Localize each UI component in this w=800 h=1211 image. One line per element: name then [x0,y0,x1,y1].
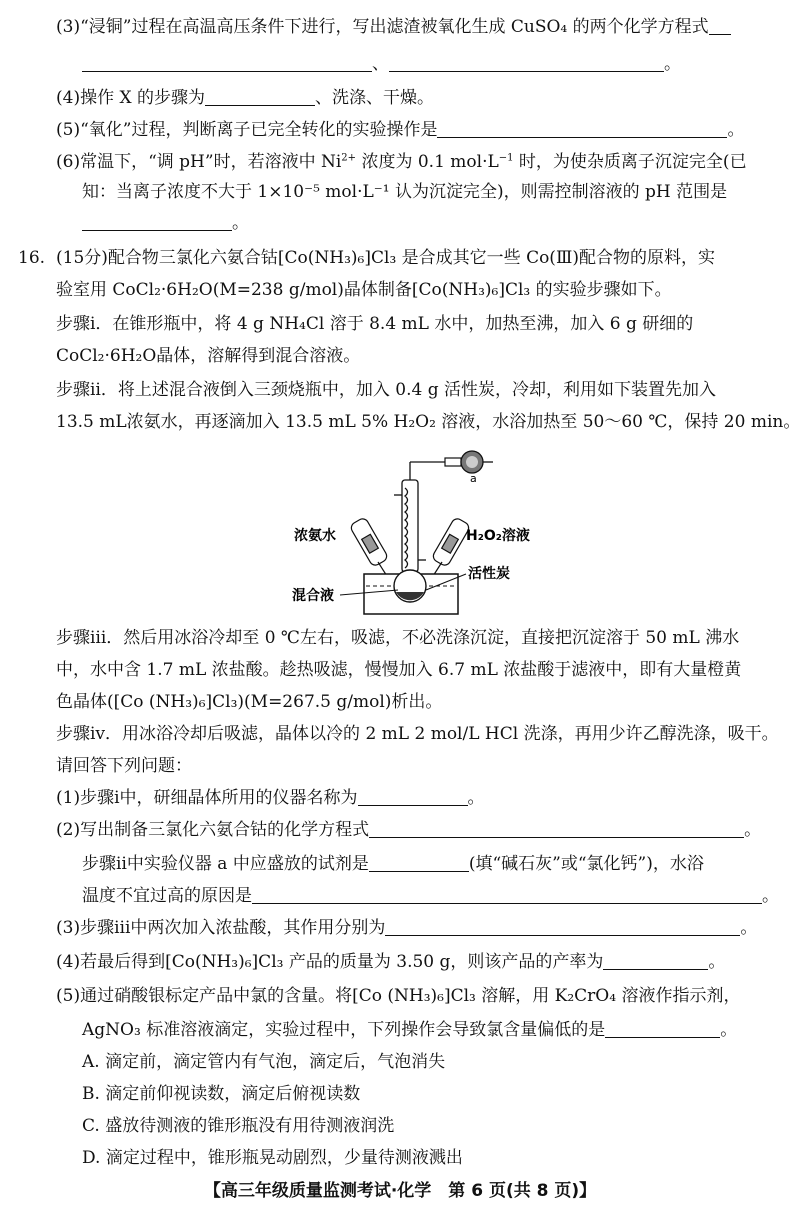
label-activated-carbon: 活性炭 [468,566,510,582]
q16-step1-line1: 步骤ⅰ．在锥形瓶中，将 4 g NH₄Cl 溶于 8.4 mL 水中，加热至沸，加入 6 g 研细的 [56,314,694,334]
option-b[interactable]: B. 滴定前仰视读数，滴定后俯视读数 [82,1084,361,1104]
q16-step3-line3: 色晶体([Co (NH₃)₆]Cl₃)(M=267.5 g/mol)析出。 [56,692,443,712]
q15-part3-line1: (3)“浸铜”过程在高温高压条件下进行，写出滤渣被氧化生成 CuSO₄ 的两个化学方程式 [56,15,800,39]
drying-tube-a [445,451,493,473]
apparatus-diagram [290,440,540,620]
answer-blank[interactable] [82,53,372,72]
answer-blank[interactable] [605,1019,720,1038]
q16-step2-line1: 步骤ⅱ．将上述混合液倒入三颈烧瓶中，加入 0.4 g 活性炭，冷却，利用如下装置先加入 [56,380,717,400]
q16-step1-line2: CoCl₂·6H₂O晶体，溶解得到混合溶液。 [56,346,361,366]
q16-a3: (3)步骤ⅲ中两次加入浓盐酸，其作用分别为 。 [56,918,758,938]
answer-blank[interactable] [603,951,708,970]
option-d[interactable]: D. 滴定过程中，锥形瓶晃动剧烈，少量待测液溅出 [82,1148,463,1168]
q16-number: 16. [18,248,46,268]
answer-blank[interactable] [358,787,468,806]
answer-blank[interactable] [252,885,762,904]
q16-a4: (4)若最后得到[Co(NH₃)₆]Cl₃ 产品的质量为 3.50 g，则该产品的产率为 。 [56,952,726,972]
page-footer: 【高三年级质量监测考试·化学 第 6 页(共 8 页)】 [203,1181,597,1201]
q16-intro-line1: (15分)配合物三氯化六氨合钴[Co(NH₃)₆]Cl₃ 是合成其它一些 Co(Ⅲ)配合物的原料，实 [56,248,715,268]
q16-a5-line2: AgNO₃ 标准溶液滴定，实验过程中，下列操作会导致氯含量偏低的是 。 [82,1020,738,1040]
q16-a2c: 温度不宜过高的原因是 。 [82,886,779,906]
answer-blank[interactable] [389,53,664,72]
q15-part6-line3: 。 [82,211,800,235]
answer-blank[interactable] [369,819,744,838]
q15-part5: (5)“氧化”过程，判断离子已完全转化的实验操作是 。 [56,120,745,140]
label-a: a [470,472,477,485]
q16-prompt: 请回答下列问题： [56,756,192,776]
answer-blank[interactable] [709,16,731,35]
q16-a2: (2)写出制备三氯化六氨合钴的化学方程式 。 [56,820,762,840]
label-mixture: 混合液 [292,588,334,604]
q16-step4: 步骤ⅳ．用冰浴冷却后吸滤，晶体以冷的 2 mL 2 mol/L HCl 洗涤，再用少许乙醇洗涤，吸干。 [56,724,779,744]
q16-a5-line1: (5)通过硝酸银标定产品中氯的含量。将[Co (NH₃)₆]Cl₃ 溶解，用 K₂CrO₄ 溶液作指示剂， [56,986,741,1006]
three-neck-flask [394,570,426,602]
label-h2o2: H₂O₂溶液 [466,528,530,544]
q15-part3-line2: 、 。 [82,52,800,76]
q15-part6-line1: (6)常温下，“调 pH”时，若溶液中 $Ni^{2+}$ 浓度为 0.1 $mol\cdot L^{-1}$ 时，为使杂质离子沉淀完全(已 [56,152,747,172]
label-ammonia: 浓氨水 [294,528,336,544]
q16-intro-line2: 验室用 CoCl₂·6H₂O(M=238 g/mol)晶体制备[Co(NH₃)₆]Cl₃ 的实验步骤如下。 [56,280,672,300]
q16-step3-line2: 中，水中含 1.7 mL 浓盐酸。趁热吸滤，慢慢加入 6.7 mL 浓盐酸于滤液中，即有大量橙黄 [56,660,742,680]
q15-part6-line2: 知：当离子浓度不大于 1×10⁻⁵ mol·L⁻¹ 认为沉淀完全)，则需控制溶液的 pH 范围是 [82,182,728,202]
q15-part4: (4)操作 X 的步骤为 、洗涤、干燥。 [56,88,434,108]
answer-blank[interactable] [205,87,315,106]
q16-step3-line1: 步骤ⅲ．然后用冰浴冷却至 0 ℃左右，吸滤，不必洗涤沉淀，直接把沉淀溶于 50 mL 沸水 [56,628,740,648]
answer-blank[interactable] [369,853,469,872]
q16-a1: (1)步骤ⅰ中，研细晶体所用的仪器名称为 。 [56,788,485,808]
option-a[interactable]: A. 滴定前，滴定管内有气泡，滴定后，气泡消失 [82,1052,446,1072]
answer-blank[interactable] [82,212,232,231]
answer-blank[interactable] [385,917,740,936]
q16-a2b: 步骤ⅱ中实验仪器 a 中应盛放的试剂是 (填“碱石灰”或“氯化钙”)，水浴 [82,854,704,874]
option-c[interactable]: C. 盛放待测液的锥形瓶没有用待测液润洗 [82,1116,395,1136]
answer-blank[interactable] [437,119,727,138]
q16-step2-line2: 13.5 mL浓氨水，再逐滴加入 13.5 mL 5% H₂O₂ 溶液，水浴加热至 50～60 ℃，保持 20 min。 [56,412,800,432]
